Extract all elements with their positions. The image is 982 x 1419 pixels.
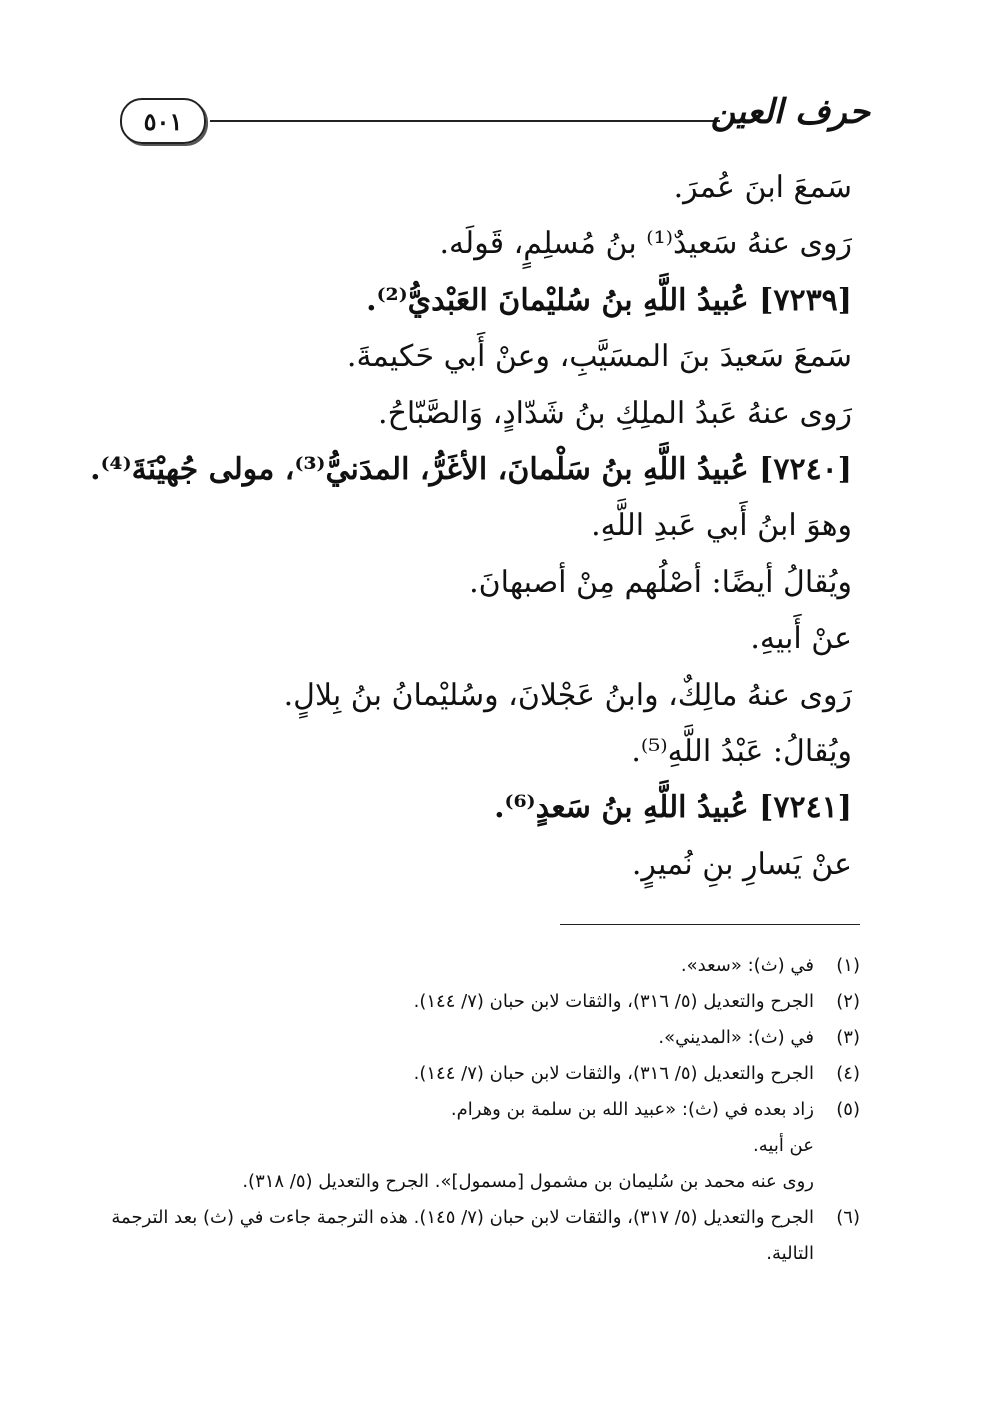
header-rule (210, 120, 720, 122)
footnote (100, 984, 860, 1020)
text-line: رَوى عنهُ مالِكٌ، وابنُ عَجْلانَ، وسُليْمانُ بنُ بِلالٍ. (283, 677, 852, 713)
footnote-number: (٢) (836, 991, 860, 1012)
footnote-number: (١) (836, 955, 860, 976)
text-line: ويُقالُ أيضًا: أصْلُهم مِنْ أصبهانَ. (469, 564, 852, 600)
footnote-text: الجرح والتعديل (٥/ ٣١٦)، والثقات لابن حبان (٧/ ١٤٤). (413, 991, 814, 1012)
footnote-number: (٥) (836, 1099, 860, 1120)
text-line: سَمعَ ابنَ عُمرَ. (673, 170, 852, 205)
entry-heading: [٧٢٤١] عُبيدُ اللَّهِ بنُ سَعدٍ⁽⁶⁾. (494, 790, 852, 826)
footnote (100, 1020, 860, 1056)
footnote-text: الجرح والتعديل (٥/ ٣١٧)، والثقات لابن حبان (٧/ ١٤٥). هذه الترجمة جاءت في (ث) بعد الترجمة التالية. (111, 1207, 814, 1264)
entry-heading: [٧٢٤٠] عُبيدُ اللَّهِ بنُ سَلْمانَ، الأغَرُّ، المدَنيُّ⁽³⁾، مولى جُهيْنَةَ⁽⁴⁾. (90, 451, 852, 487)
footnote-separator (560, 924, 860, 925)
text-line: وهوَ ابنُ أَبي عَبدِ اللَّهِ. (591, 508, 852, 544)
footnote-number: (٦) (836, 1207, 860, 1228)
page-header (110, 92, 870, 152)
footnote-text: في (ث): «سعد». (680, 955, 814, 976)
footnote-text: في (ث): «المديني». (658, 1027, 814, 1048)
footnote (100, 1056, 860, 1092)
footnote (100, 1092, 860, 1128)
footnote-number: (٣) (836, 1027, 860, 1048)
footnotes (100, 948, 860, 1272)
footnote-continuation: روى عنه محمد بن سُليمان بن مشمول [مسمول]». الجرح والتعديل (٥/ ٣١٨). (242, 1171, 814, 1192)
text-line: رَوى عنهُ سَعيدٌ⁽¹⁾ بنُ مُسلِمٍ، قَولَه. (439, 226, 852, 262)
footnote (100, 1200, 860, 1272)
footnote-number: (٤) (836, 1063, 860, 1084)
footnote-text: زاد بعده في (ث): «عبيد الله بن سلمة بن وهرام. (450, 1099, 814, 1120)
text-line: عنْ أَبيهِ. (750, 621, 852, 657)
footnote (100, 948, 860, 984)
text-line: رَوى عنهُ عَبدُ الملِكِ بنُ شَدّادٍ، وَالصَّبّاحُ. (378, 395, 852, 431)
footnote-text: الجرح والتعديل (٥/ ٣١٦)، والثقات لابن حبان (٧/ ١٤٤). (413, 1063, 814, 1084)
entry-heading: [٧٢٣٩] عُبيدُ اللَّهِ بنُ سُليْمانَ العَبْديُّ⁽²⁾. (366, 282, 852, 318)
main-text (90, 160, 852, 893)
page-number: ٥٠١ (120, 98, 206, 144)
footnote-continuation: عن أبيه. (753, 1135, 814, 1156)
text-line: عنْ يَسارِ بنِ نُميرٍ. (631, 846, 852, 882)
text-line: ويُقالُ: عَبْدُ اللَّهِ⁽⁵⁾. (631, 733, 852, 769)
text-line: سَمعَ سَعيدَ بنَ المسَيَّبِ، وعنْ أَبي حَكيمةَ. (346, 339, 852, 375)
running-title: حرف العين (710, 92, 870, 132)
